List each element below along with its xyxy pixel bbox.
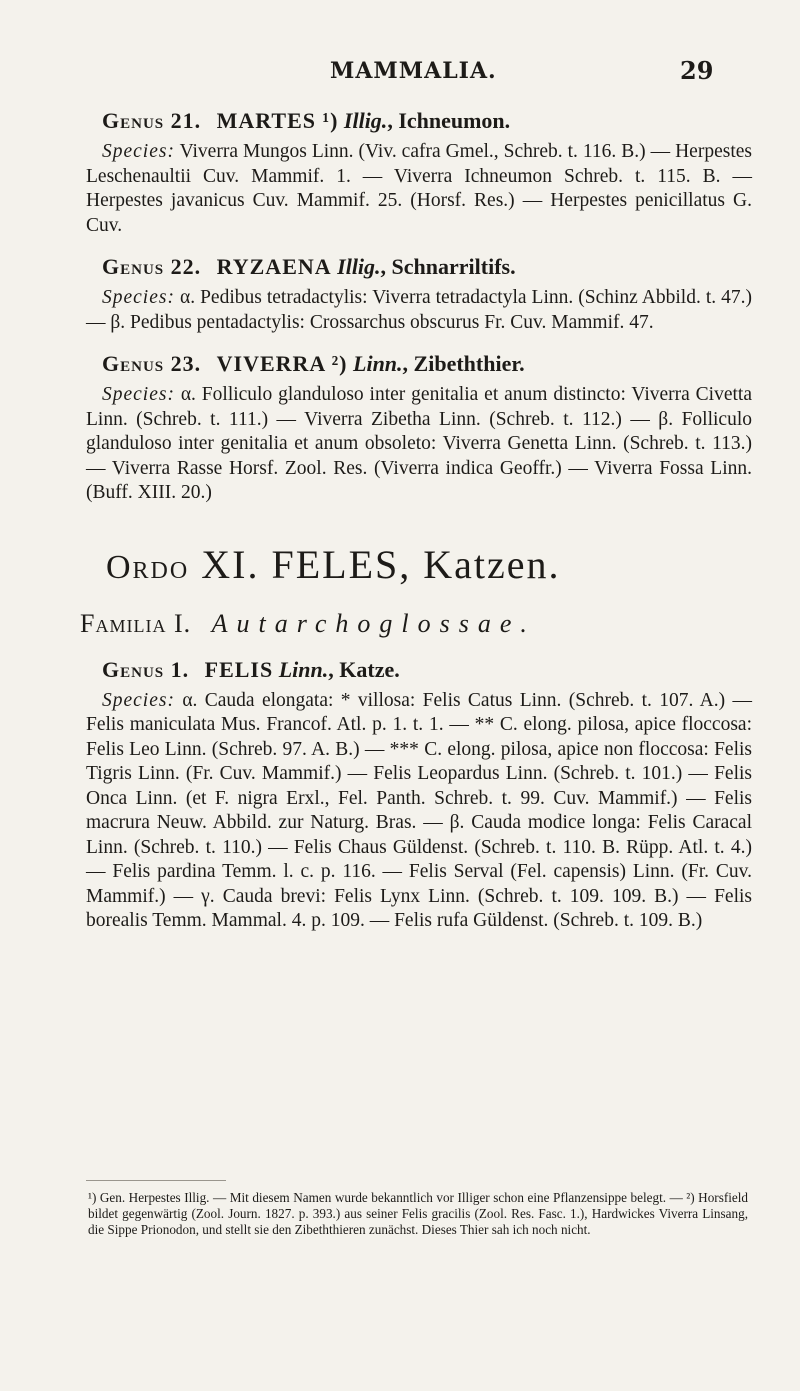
footnote-text: ¹) Gen. Herpestes Illig. — Mit diesem Namen wurde bekanntlich vor Illiger schon eine Pflanzensippe belegt. — ²) Horsfield bildet gegenwärtig (Zool. Journ. 1827. p. 393.) aus seiner Felis gracilis (Zool. Res. Fasc. 1.), Hardwickes Viverra Linsang, die Sippe Prionodon, und stellt sie den Zibeththieren zunächst. Dieses Thier sah ich noch nicht.	[88, 1190, 748, 1237]
species-lead: Species:	[102, 384, 175, 405]
genus-heading-martes	[102, 106, 752, 136]
species-paragraph-felis	[86, 689, 752, 934]
running-title: MAMMALIA.	[330, 58, 497, 84]
genus-heading-viverra	[102, 349, 752, 379]
main-text	[80, 92, 753, 940]
species-text: α. Folliculo glanduloso inter genitalia et anum distincto: Viverra Civetta Linn. (Schreb. t. 111.) — Viverra Zibetha Linn. (Schreb. t. 112.) — β. Folliculo glanduloso inter genitalia et anum obsoleto: Viverra Genetta Linn. (Schreb. t. 113.) — Viverra Rasse Horsf. Zool. Res. (Viverra indica Geoffr.) — Viverra Fossa Linn. (Buff. XIII. 20.)	[86, 384, 752, 503]
genus-name: VIVERRA ²)	[216, 351, 348, 376]
genus-name: RYZAENA	[216, 254, 332, 279]
species-lead: Species:	[102, 141, 175, 162]
genus-name: FELIS	[204, 656, 274, 682]
ordo-name: FELES, Katzen.	[271, 541, 561, 587]
genus-common-name: , Katze.	[328, 656, 400, 682]
species-text: α. Pedibus tetradactylis: Viverra tetradactyla Linn. (Schinz Abbild. t. 47.) — β. Pedibus pentadactylis: Crossarchus obscurus Fr. Cuv. Mammif. 47.	[86, 287, 753, 333]
species-paragraph-martes	[86, 140, 752, 238]
species-text: α. Cauda elongata: * villosa: Felis Catus Linn. (Schreb. t. 107. A.) — Felis maniculata Mus. Francof. Atl. p. 1. t. 1. — ** C. elong. pilosa, apice floccosa: Felis Leo Linn. (Schreb. 97. A. B.) — *** C. elong. pilosa, apice non floccosa: Felis Tigris Linn. (Fr. Cuv. Mammif.) — Felis Leopardus Linn. (Schreb. t. 101.) — Felis Onca Linn. (et F. nigra Erxl., Fel. Panth. Schreb. t. 99. Cuv. Mammif.) — Felis macrura Neuw. Abbild. zur Naturg. Bras. — β. Cauda modice longa: Felis Caracal Linn. (Schreb. t. 110.) — Felis Chaus Güldenst. (Schreb. t. 110. B. Rüpp. Atl. t. 4.) — Felis pardina Temm. l. c. p. 116. — Felis Serval (Fel. capensis) Linn. (Fr. Cuv. Mammif.) — γ. Cauda brevi: Felis Lynx Linn. (Schreb. t. 109. 109. B.) — Felis borealis Temm. Mammal. 4. p. 109. — Felis rufa Güldenst. (Schreb. t. 109. B.)	[86, 689, 752, 931]
species-text: Viverra Mungos Linn. (Viv. cafra Gmel., Schreb. t. 116. B.) — Herpestes Leschenaultii Cuv. Mammif. 1. — Viverra Ichneumon Schreb. t. 115. B. — Herpestes javanicus Cuv. Mammif. 25. (Horsf. Res.) — Herpestes penicillatus G. Cuv.	[86, 141, 752, 236]
species-paragraph-ryzaena	[86, 286, 752, 335]
genus-label: Genus 1.	[102, 656, 190, 682]
genus-heading-felis	[102, 655, 752, 685]
species-paragraph-viverra	[86, 383, 752, 506]
species-lead: Species:	[102, 287, 175, 308]
genus-author: Linn.	[278, 656, 329, 682]
genus-heading-ryzaena	[102, 252, 752, 282]
familia-name: Autarchoglossae.	[211, 608, 536, 638]
genus-common-name: , Schnarriltifs.	[380, 254, 516, 279]
ordo-label: Ordo	[106, 548, 190, 586]
genus-label: Genus 21.	[102, 108, 202, 133]
familia-heading	[80, 607, 752, 641]
page-number: 29	[680, 56, 714, 85]
genus-name: MARTES ¹)	[216, 108, 339, 133]
genus-author: Illig.	[337, 254, 381, 279]
footnotes	[88, 1190, 748, 1238]
genus-author: Illig.	[343, 108, 388, 133]
familia-label: Familia I.	[80, 608, 192, 638]
running-header	[0, 56, 800, 86]
genus-common-name: , Ichneumon.	[387, 108, 511, 133]
ordo-heading	[106, 540, 752, 593]
footnote-rule	[86, 1180, 226, 1181]
species-lead: Species:	[102, 689, 175, 711]
ordo-numeral: XI.	[201, 541, 260, 587]
genus-label: Genus 22.	[102, 254, 202, 279]
genus-author: Linn.	[353, 351, 403, 376]
genus-common-name: , Zibeththier.	[402, 351, 525, 376]
genus-label: Genus 23.	[102, 351, 202, 376]
